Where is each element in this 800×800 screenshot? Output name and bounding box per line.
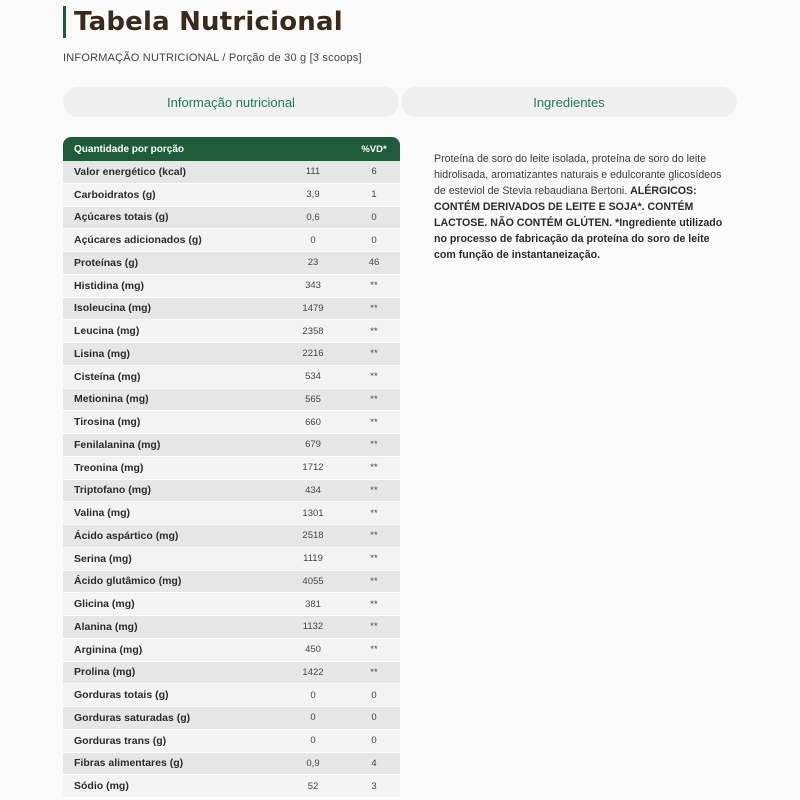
- cell-amount: 534: [305, 371, 321, 383]
- cell-vd: **: [370, 325, 378, 337]
- table-row: [63, 684, 400, 707]
- cell-vd: **: [370, 348, 378, 360]
- table-row: [63, 343, 400, 366]
- table-row: [63, 571, 400, 594]
- cell-vd: **: [370, 598, 378, 610]
- table-row: [63, 457, 400, 480]
- table-row: [63, 298, 400, 321]
- table-row: [63, 730, 400, 753]
- cell-amount: 660: [305, 416, 321, 428]
- cell-vd: 4: [371, 757, 377, 769]
- cell-amount: 52: [307, 780, 319, 792]
- cell-vd: **: [370, 575, 378, 587]
- cell-name: Proteínas (g): [74, 256, 139, 269]
- table-row: [63, 252, 400, 275]
- cell-name: Açúcares adicionados (g): [74, 234, 202, 247]
- table-row: [63, 753, 400, 776]
- table-row: [63, 593, 400, 616]
- cell-name: Ácido glutâmico (mg): [74, 575, 182, 588]
- table-row: [63, 480, 400, 503]
- table-row: [63, 434, 400, 457]
- table-row: [63, 229, 400, 252]
- table-row: [63, 616, 400, 639]
- allergens-text: ALÉRGICOS: CONTÉM DERIVADOS DE LEITE E SOJA*. CONTÉM LACTOSE. NÃO CONTÉM GLÚTEN. *Ingrediente utilizado no processo de fabricação da proteína do soro de leite com função de instantaneização.: [434, 185, 723, 261]
- cell-vd: **: [370, 302, 378, 314]
- cell-vd: **: [370, 666, 378, 678]
- header-name: Quantidade por porção: [74, 143, 185, 155]
- nutrition-table: [63, 137, 400, 798]
- cell-amount: 679: [305, 439, 321, 451]
- cell-name: Arginina (mg): [74, 643, 143, 656]
- cell-name: Lisina (mg): [74, 347, 131, 360]
- cell-name: Prolina (mg): [74, 666, 136, 679]
- cell-amount: 0: [310, 689, 316, 701]
- cell-amount: 565: [305, 393, 321, 405]
- tab-nutritional-info[interactable]: Informação nutricional: [63, 87, 399, 117]
- cell-vd: **: [370, 507, 378, 519]
- cell-vd: **: [370, 484, 378, 496]
- cell-amount: 0: [310, 712, 316, 724]
- cell-vd: 0: [371, 735, 377, 747]
- cell-amount: 1301: [302, 507, 324, 519]
- cell-name: Gorduras saturadas (g): [74, 711, 191, 724]
- portion-subtitle: INFORMAÇÃO NUTRICIONAL / Porção de 30 g [3 scoops]: [63, 52, 362, 64]
- cell-amount: 1422: [302, 666, 324, 678]
- cell-vd: **: [370, 416, 378, 428]
- cell-amount: 111: [305, 166, 321, 178]
- cell-name: Valor energético (kcal): [74, 165, 187, 178]
- cell-vd: 0: [371, 234, 377, 246]
- cell-amount: 1712: [302, 462, 324, 474]
- cell-amount: 23: [307, 257, 319, 269]
- cell-vd: **: [370, 371, 378, 383]
- cell-amount: 2358: [302, 325, 324, 337]
- table-row: [63, 548, 400, 571]
- ingredients-panel: [434, 151, 734, 263]
- cell-name: Glicina (mg): [74, 598, 135, 611]
- ingredients-text: Proteína de soro do leite isolada, proteína de soro do leite hidrolisada, aromatizantes naturais e edulcorante glicosídeos de esteviol de Stevia rebaudiana Bertoni.: [434, 153, 722, 197]
- cell-amount: 2216: [302, 348, 324, 360]
- cell-name: Histidina (mg): [74, 279, 144, 292]
- cell-name: Ácido aspártico (mg): [74, 529, 179, 542]
- cell-name: Alanina (mg): [74, 620, 138, 633]
- cell-amount: 450: [305, 644, 321, 656]
- tab-bar: [63, 87, 737, 117]
- cell-vd: 0: [371, 712, 377, 724]
- cell-name: Açúcares totais (g): [74, 211, 169, 224]
- cell-name: Cisteína (mg): [74, 370, 141, 383]
- page-title: Tabela Nutricional: [74, 7, 343, 37]
- table-row: [63, 366, 400, 389]
- cell-vd: **: [370, 621, 378, 633]
- page-title-wrap: [63, 6, 343, 38]
- table-row: [63, 639, 400, 662]
- cell-vd: **: [370, 530, 378, 542]
- table-row: [63, 502, 400, 525]
- cell-vd: 6: [371, 166, 377, 178]
- cell-name: Valina (mg): [74, 507, 131, 520]
- cell-vd: **: [370, 280, 378, 292]
- cell-name: Sódio (mg): [74, 780, 129, 793]
- cell-amount: 4055: [302, 575, 324, 587]
- table-row: [63, 389, 400, 412]
- table-row: [63, 525, 400, 548]
- table-row: [63, 707, 400, 730]
- cell-vd: **: [370, 439, 378, 451]
- cell-amount: 2518: [302, 530, 324, 542]
- title-accent-bar: [63, 6, 66, 38]
- cell-name: Metionina (mg): [74, 393, 149, 406]
- table-row: [63, 161, 400, 184]
- cell-vd: 0: [371, 211, 377, 223]
- cell-name: Fenilalanina (mg): [74, 438, 161, 451]
- cell-vd: 1: [371, 189, 377, 201]
- cell-vd: **: [370, 462, 378, 474]
- table-row: [63, 411, 400, 434]
- table-row: [63, 275, 400, 298]
- cell-amount: 0,9: [306, 757, 320, 769]
- cell-amount: 381: [305, 598, 321, 610]
- cell-name: Isoleucina (mg): [74, 302, 152, 315]
- cell-name: Carboidratos (g): [74, 188, 156, 201]
- header-vd: %VD*: [361, 143, 387, 155]
- cell-amount: 0: [310, 234, 316, 246]
- cell-vd: 46: [368, 257, 380, 269]
- cell-amount: 3,9: [306, 189, 320, 201]
- cell-name: Gorduras trans (g): [74, 734, 167, 747]
- table-row: [63, 662, 400, 685]
- cell-amount: 0,6: [306, 211, 320, 223]
- cell-vd: 0: [371, 689, 377, 701]
- cell-amount: 1119: [303, 553, 323, 565]
- tab-ingredients[interactable]: Ingredientes: [401, 87, 737, 117]
- table-row: [63, 775, 400, 798]
- cell-amount: 434: [305, 484, 321, 496]
- table-row: [63, 207, 400, 230]
- cell-vd: **: [370, 553, 378, 565]
- cell-name: Gorduras totais (g): [74, 689, 169, 702]
- cell-name: Serina (mg): [74, 552, 132, 565]
- cell-vd: **: [370, 393, 378, 405]
- cell-name: Tirosina (mg): [74, 416, 141, 429]
- cell-name: Treonina (mg): [74, 461, 144, 474]
- table-row: [63, 320, 400, 343]
- cell-name: Leucina (mg): [74, 325, 140, 338]
- cell-amount: 1479: [302, 302, 324, 314]
- cell-vd: 3: [371, 780, 377, 792]
- cell-amount: 343: [305, 280, 321, 292]
- cell-amount: 0: [310, 735, 316, 747]
- cell-vd: **: [370, 644, 378, 656]
- cell-amount: 1132: [302, 621, 324, 633]
- cell-name: Fibras alimentares (g): [74, 757, 184, 770]
- table-header: [63, 137, 400, 161]
- table-row: [63, 184, 400, 207]
- cell-name: Triptofano (mg): [74, 484, 151, 497]
- table-body: [63, 161, 400, 798]
